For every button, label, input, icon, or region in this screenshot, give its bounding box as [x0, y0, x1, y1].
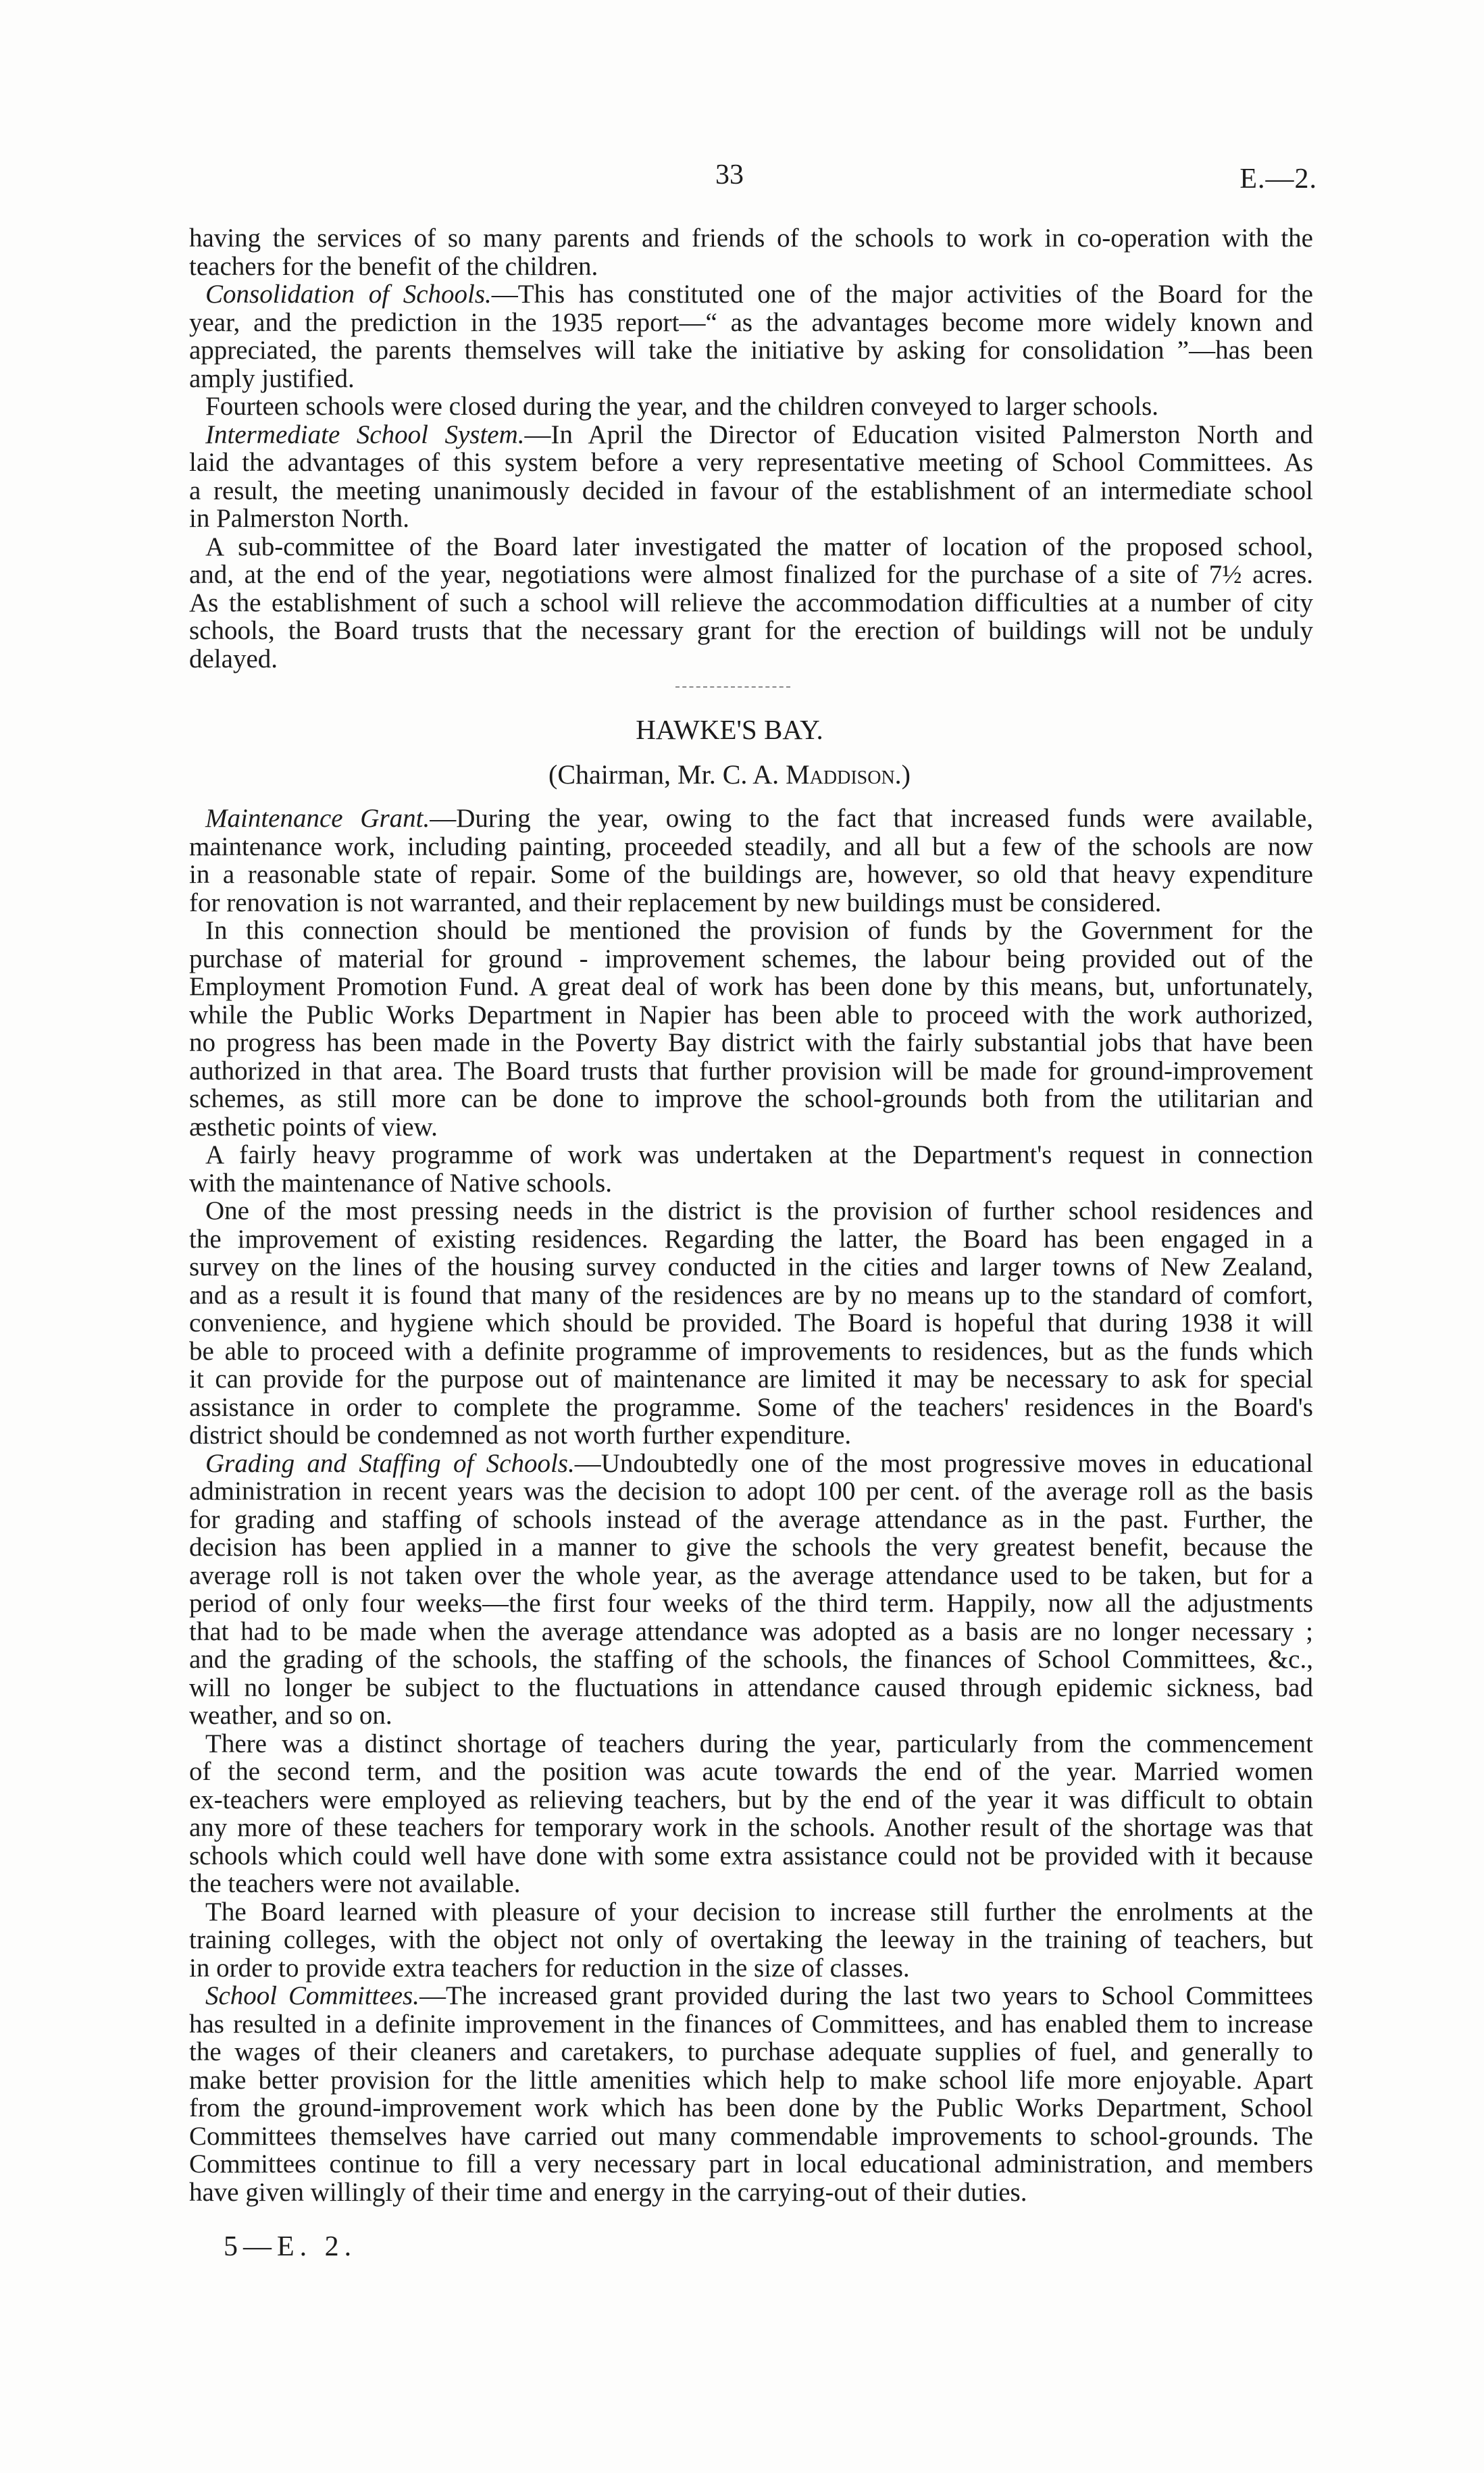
section-title: HAWKE'S BAY.: [636, 714, 823, 745]
text-line: schools which could well have done with some extra assistance could not be provided with it because: [189, 1841, 1313, 1870]
text-line: year, and the prediction in the 1935 report—“ as the advantages become more widely known and: [189, 307, 1313, 337]
paragraph-sub-committee: [189, 533, 1313, 673]
line-text: —In April the Director of Education visited Palmerston North and: [524, 419, 1313, 449]
text-line: training colleges, with the object not only of overtaking the leeway in the training of teachers, but: [189, 1925, 1313, 1954]
text-line: [189, 1450, 1313, 1478]
paragraph-continuation: [189, 224, 1313, 280]
text-line: has resulted in a definite improvement in the finances of Committees, and has enabled them to increase: [189, 2009, 1313, 2039]
paragraph-teacher-shortage: [189, 1730, 1313, 1898]
text-line: in a reasonable state of repair. Some of the buildings are, however, so old that heavy expenditure: [189, 860, 1313, 889]
text-line: in order to provide extra teachers for reduction in the size of classes.: [189, 1953, 910, 1983]
text-line: amply justified.: [189, 363, 355, 393]
paragraph-heading: Grading and Staffing of Schools.: [205, 1448, 575, 1478]
text-line: teachers for the benefit of the children.: [189, 251, 598, 281]
text-line: from the ground-improvement work which has been done by the Public Works Department, School: [189, 2093, 1313, 2122]
paragraph-intermediate-school: [189, 421, 1313, 533]
text-line: [189, 421, 1313, 449]
text-line: appreciated, the parents themselves will take the initiative by asking for consolidation ”—has been: [189, 336, 1313, 365]
text-line: no progress has been made in the Poverty Bay district with the fairly substantial jobs that have been: [189, 1028, 1313, 1057]
text-line: æsthetic points of view.: [189, 1112, 438, 1142]
text-line: the improvement of existing residences. Regarding the latter, the Board has been engaged in a: [189, 1224, 1313, 1254]
document-reference: E.—2.: [1239, 163, 1317, 195]
text-line: administration in recent years was the decision to adopt 100 per cent. of the average roll as the basis: [189, 1477, 1313, 1506]
paragraph-native-schools: [189, 1141, 1313, 1197]
footer-signature: 5—E. 2.: [224, 2231, 357, 2262]
text-line: having the services of so many parents and friends of the schools to work in co-operation with the: [189, 224, 1313, 253]
text-line: convenience, and hygiene which should be provided. The Board is hopeful that during 1938 it will: [189, 1308, 1313, 1337]
paragraph-consolidation: [189, 280, 1313, 392]
text-line: purchase of material for ground - improvement schemes, the labour being provided out of the: [189, 944, 1313, 973]
text-line: the teachers were not available.: [189, 1869, 521, 1898]
text-line: that had to be made when the average attendance was adopted as a basis are no longer necessary ;: [189, 1616, 1313, 1646]
text-line: In this connection should be mentioned the provision of funds by the Government for the: [205, 916, 1313, 945]
paragraph-school-committees: [189, 1982, 1313, 2206]
text-line: district should be condemned as not worth further expenditure.: [189, 1421, 852, 1450]
chairman-line: [189, 759, 1270, 791]
line-text: —Undoubtedly one of the most progressive moves in educational: [574, 1448, 1313, 1478]
text-line: authorized in that area. The Board trusts that further provision will be made for ground-improvement: [189, 1056, 1313, 1086]
text-line: [189, 280, 1313, 309]
text-line: with the maintenance of Native schools.: [189, 1168, 612, 1198]
text-line: average roll is not taken over the whole year, as the average attendance used to be taken, but for a: [189, 1560, 1313, 1590]
text-line: have given willingly of their time and energy in the carrying-out of their duties.: [189, 2177, 1027, 2207]
paragraph-heading: Intermediate School System.: [205, 419, 525, 449]
paragraph-ground-improvement: [189, 917, 1313, 1141]
text-line: laid the advantages of this system before a very representative meeting of School Committees. As: [189, 448, 1313, 477]
paragraph-grading-staffing: [189, 1450, 1313, 1730]
text-line: and the grading of the schools, the staffing of the schools, the finances of School Committees, &c.,: [189, 1645, 1313, 1674]
text-line: it can provide for the purpose out of maintenance are limited it may be necessary to ask for special: [189, 1365, 1313, 1394]
text-line: Employment Promotion Fund. A great deal of work has been done by this means, but, unfortunately,: [189, 972, 1313, 1001]
text-line: The Board learned with pleasure of your decision to increase still further the enrolments at the: [205, 1897, 1313, 1927]
text-line: will no longer be subject to the fluctuations in attendance caused through epidemic sickness, bad: [189, 1673, 1313, 1702]
section-hawkes-bay: [189, 805, 1313, 2206]
paragraph-training-colleges: [189, 1898, 1313, 1983]
text-line: weather, and so on.: [189, 1701, 392, 1730]
page-number: 33: [715, 159, 744, 190]
text-line: One of the most pressing needs in the district is the provision of further school residences and: [205, 1196, 1313, 1225]
text-line: and as a result it is found that many of the residences are by no means up to the standard of comfort,: [189, 1280, 1313, 1310]
line-text: —The increased grant provided during the last two years to School Committees: [419, 1981, 1313, 2010]
text-line: for renovation is not warranted, and their replacement by new buildings must be considered.: [189, 888, 1162, 917]
paragraph-schools-closed: [189, 392, 1313, 421]
text-line: [189, 1982, 1313, 2010]
text-line: schools, the Board trusts that the necessary grant for the erection of buildings will not be unduly: [189, 616, 1313, 645]
text-line: delayed.: [189, 644, 278, 673]
text-line: in Palmerston North.: [189, 504, 410, 533]
text-line: There was a distinct shortage of teachers during the year, particularly from the commencement: [205, 1729, 1313, 1758]
text-line: any more of these teachers for temporary work in the schools. Another result of the shortage was that: [189, 1813, 1313, 1842]
chairman-suffix: .): [894, 759, 911, 790]
paragraph-heading: Maintenance Grant.: [205, 804, 430, 833]
text-line: Committees themselves have carried out many commendable improvements to school-grounds. The: [189, 2121, 1313, 2151]
paragraph-heading: School Committees.: [205, 1981, 419, 2010]
text-line: As the establishment of such a school will relieve the accommodation difficulties at a number of city: [189, 588, 1313, 617]
paragraph-residences: [189, 1197, 1313, 1450]
text-line: Committees continue to fill a very necessary part in local educational administration, and members: [189, 2149, 1313, 2178]
text-line: assistance in order to complete the programme. Some of the teachers' residences in the Board's: [189, 1392, 1313, 1422]
text-line: while the Public Works Department in Napier has been able to proceed with the work authorized,: [189, 1000, 1313, 1029]
text-line: for grading and staffing of schools instead of the average attendance as in the past. Further, the: [189, 1504, 1313, 1534]
paragraph-maintenance-grant: [189, 805, 1313, 917]
text-line: decision has been applied in a manner to give the schools the very greatest benefit, because the: [189, 1533, 1313, 1562]
text-line: A sub-committee of the Board later investigated the matter of location of the proposed school,: [205, 532, 1313, 561]
text-line: period of only four weeks—the first four weeks of the third term. Happily, now all the adjustments: [189, 1589, 1313, 1618]
text-line: A fairly heavy programme of work was undertaken at the Department's request in connection: [205, 1140, 1313, 1169]
text-line: maintenance work, including painting, proceeded steadily, and all but a few of the schools are now: [189, 832, 1313, 861]
text-line: Fourteen schools were closed during the year, and the children conveyed to larger schools.: [205, 392, 1159, 421]
text-line: the wages of their cleaners and caretakers, to purchase adequate supplies of fuel, and generally to: [189, 2037, 1313, 2066]
chairman-prefix: (Chairman, Mr. C. A.: [548, 759, 786, 790]
line-text: —During the year, owing to the fact that increased funds were available,: [430, 804, 1314, 833]
text-line: make better provision for the little amenities which help to make school life more enjoyable. Apart: [189, 2065, 1313, 2095]
text-line: [189, 805, 1313, 833]
chairman-name: Maddison: [786, 759, 895, 790]
section-continued: [189, 224, 1313, 673]
section-divider: [675, 686, 790, 688]
text-line: schemes, as still more can be done to improve the school-grounds both from the utilitarian and: [189, 1084, 1313, 1113]
line-text: —This has constituted one of the major activities of the Board for the: [491, 280, 1313, 309]
text-line: ex-teachers were employed as relieving teachers, but by the end of the year it was difficult to obtain: [189, 1785, 1313, 1814]
paragraph-heading: Consolidation of Schools.: [205, 280, 492, 309]
text-line: a result, the meeting unanimously decided in favour of the establishment of an intermediate school: [189, 476, 1313, 505]
text-line: be able to proceed with a definite programme of improvements to residences, but as the funds which: [189, 1336, 1313, 1366]
text-line: survey on the lines of the housing survey conducted in the cities and larger towns of New Zealand,: [189, 1252, 1313, 1281]
text-line: and, at the end of the year, negotiations were almost finalized for the purchase of a site of 7½ acres.: [189, 560, 1313, 589]
text-line: of the second term, and the position was acute towards the end of the year. Married women: [189, 1757, 1313, 1786]
